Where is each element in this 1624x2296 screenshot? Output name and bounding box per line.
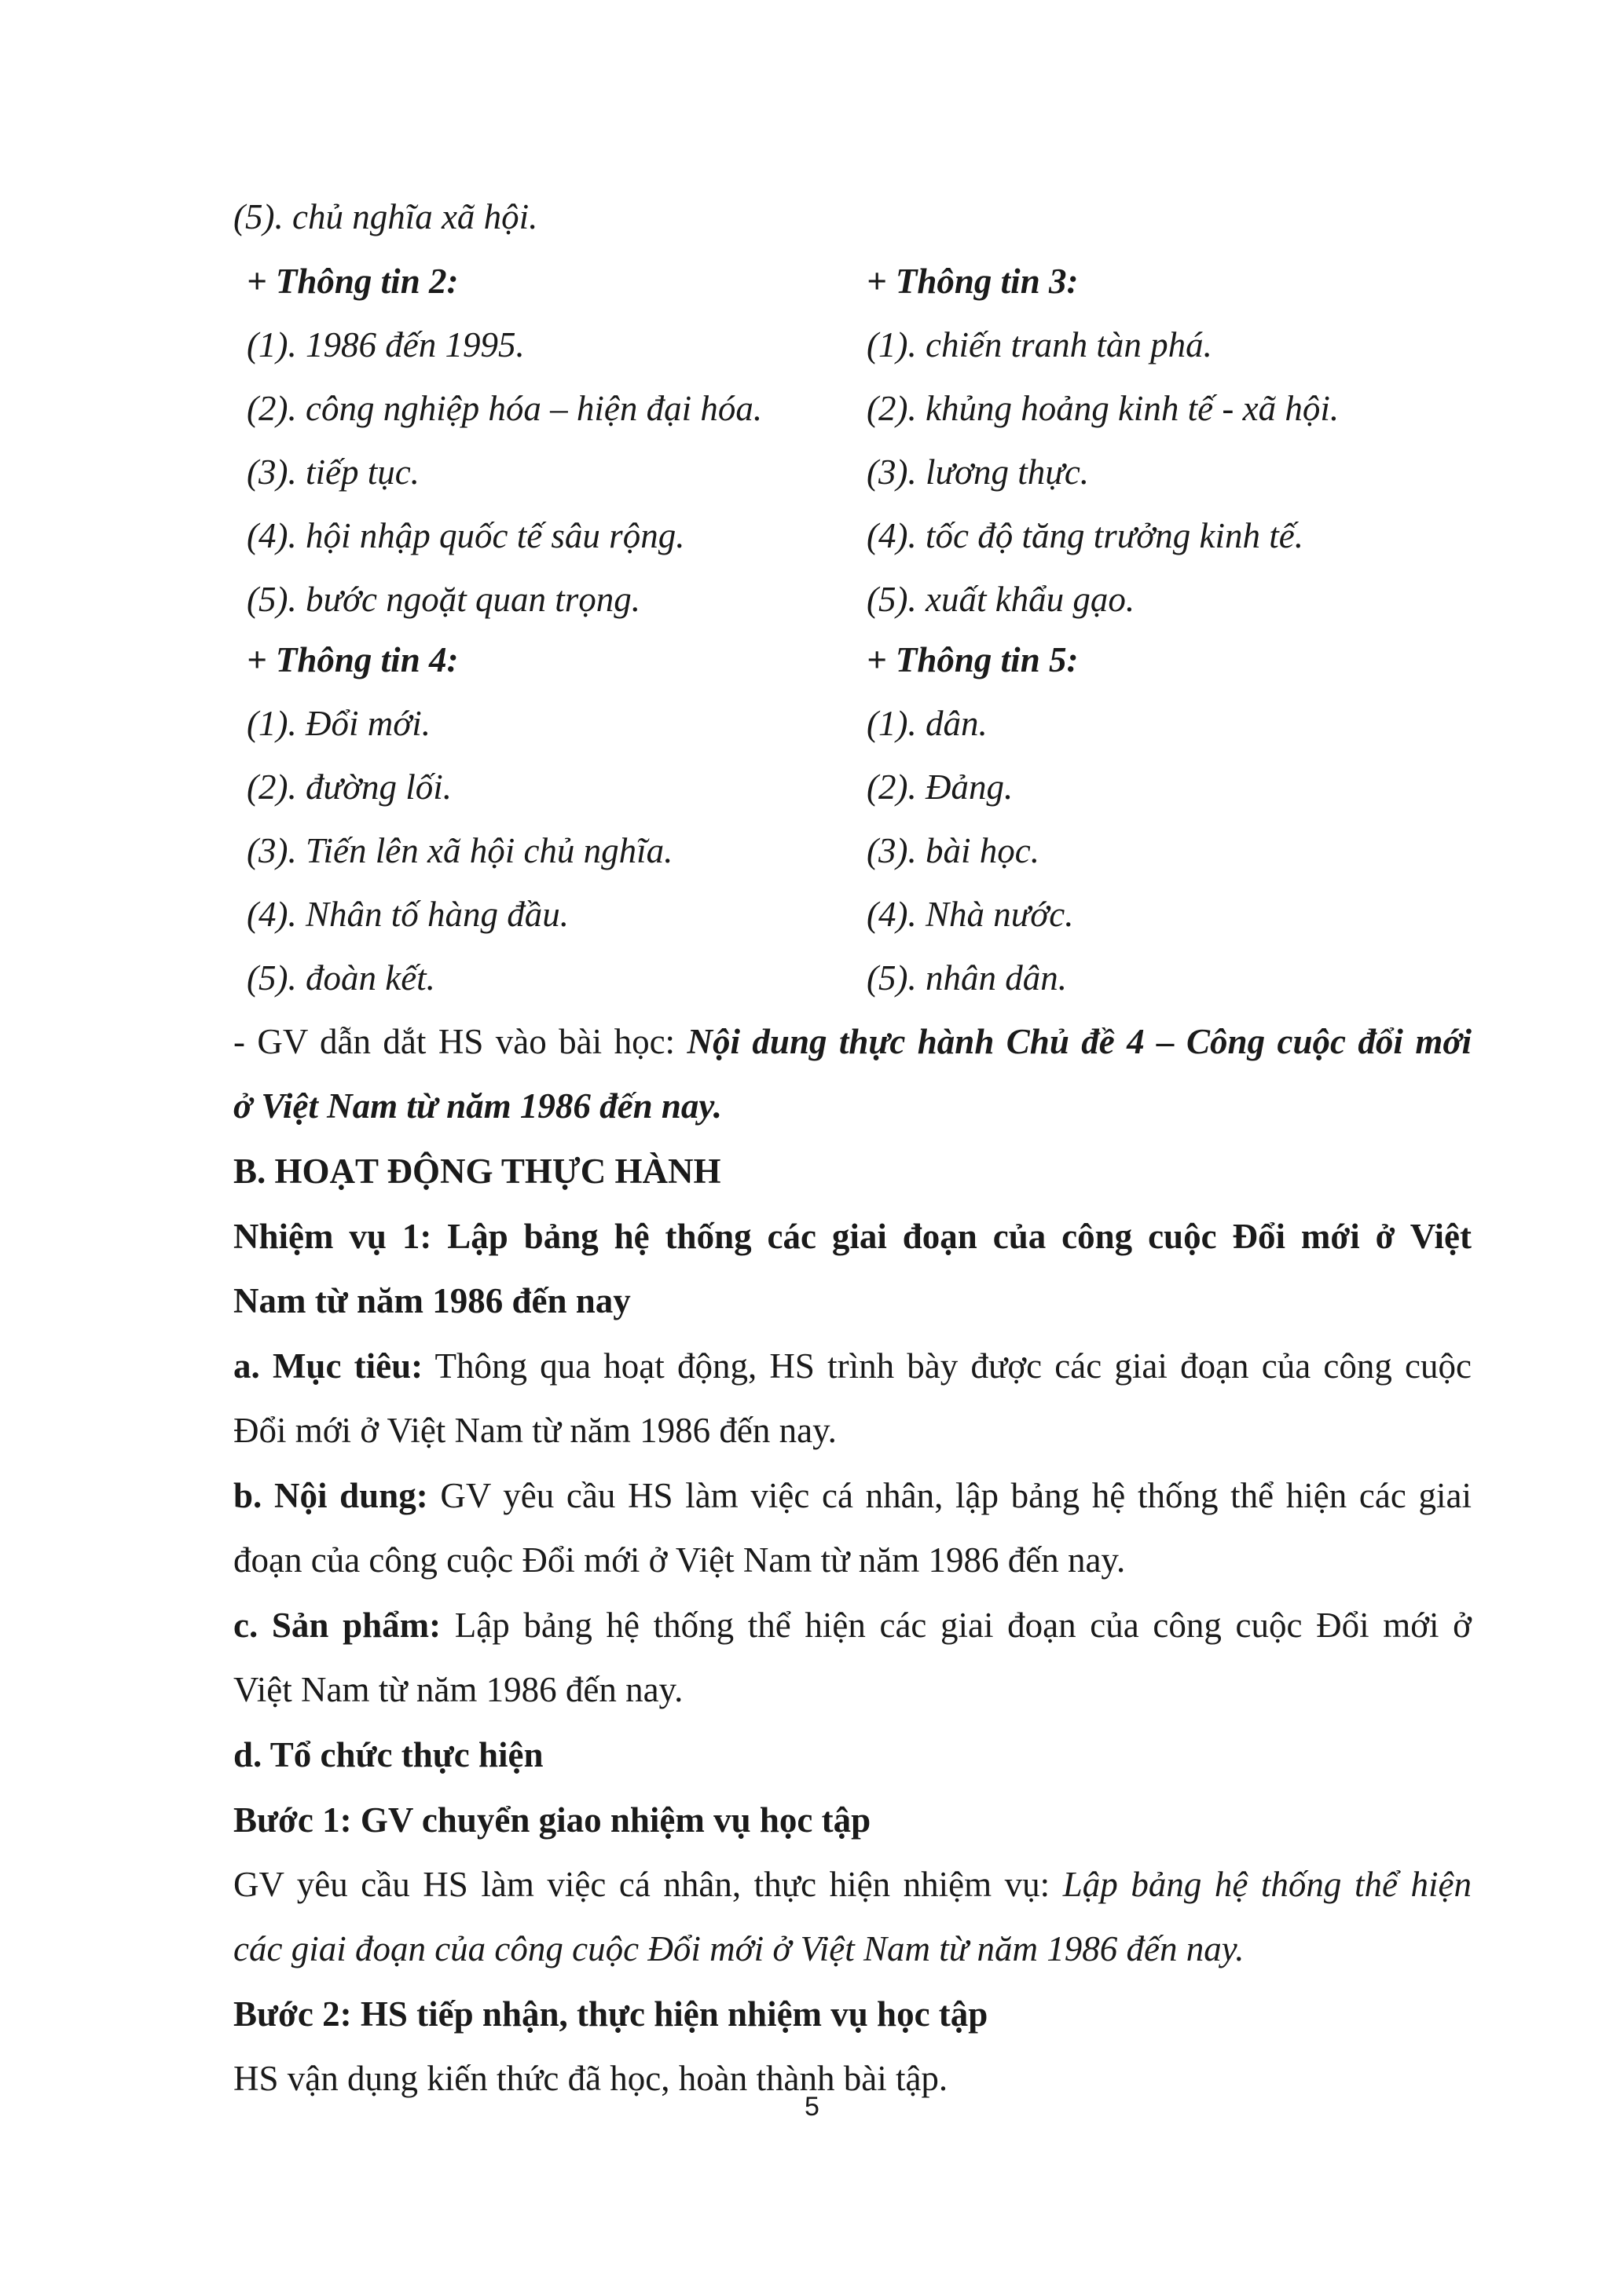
info3-item: (4). tốc độ tăng trưởng kinh tế.	[867, 516, 1303, 555]
info4-item: (2). đường lối.	[247, 767, 453, 807]
info5-heading: + Thông tin 5:	[867, 640, 1079, 679]
content-line2: đoạn của công cuộc Đổi mới ở Việt Nam từ năm 1986 đến nay.	[233, 1540, 1126, 1580]
goal-text: Thông qua hoạt động, HS trình bày được các giai đoạn của công cuộc	[423, 1346, 1472, 1386]
info3-item: (2). khủng hoảng kinh tế - xã hội.	[867, 389, 1340, 428]
organize-heading: d. Tổ chức thực hiện	[233, 1735, 544, 1774]
content-label: b. Nội dung:	[233, 1476, 428, 1515]
product-text: Lập bảng hệ thống thể hiện các giai đoạn của công cuộc Đổi mới ở	[441, 1606, 1472, 1645]
task1-heading-line2: Nam từ năm 1986 đến nay	[233, 1281, 631, 1320]
lead-prefix: - GV dẫn dắt HS vào bài học:	[233, 1022, 687, 1061]
task1-heading-line1: Nhiệm vụ 1: Lập bảng hệ thống các giai đoạn của công cuộc Đổi mới ở Việt	[233, 1217, 1472, 1256]
info4-heading: + Thông tin 4:	[247, 640, 459, 679]
info3-item: (5). xuất khẩu gạo.	[867, 580, 1135, 619]
lead-title-line2: ở Việt Nam từ năm 1986 đến nay.	[233, 1086, 722, 1126]
lead-paragraph-line1	[233, 1024, 1472, 1060]
goal-line2: Đổi mới ở Việt Nam từ năm 1986 đến nay.	[233, 1411, 837, 1450]
info3-heading: + Thông tin 3:	[867, 262, 1079, 301]
content-line1	[233, 1478, 1472, 1514]
info3-item: (1). chiến tranh tàn phá.	[867, 325, 1212, 364]
product-line1	[233, 1608, 1472, 1643]
lead-title: Nội dung thực hành Chủ đề 4 – Công cuộc đổi mới	[687, 1022, 1472, 1061]
step1-prefix: GV yêu cầu HS làm việc cá nhân, thực hiện nhiệm vụ:	[233, 1865, 1063, 1904]
content-text: GV yêu cầu HS làm việc cá nhân, lập bảng hệ thống thể hiện các giai	[427, 1476, 1472, 1515]
info2-item: (3). tiếp tục.	[247, 452, 420, 492]
info5-item: (4). Nhà nước.	[867, 895, 1074, 934]
info5-item: (5). nhân dân.	[867, 958, 1067, 998]
step1-line1	[233, 1867, 1472, 1902]
info5-item: (2). Đảng.	[867, 767, 1014, 807]
info2-heading: + Thông tin 2:	[247, 262, 459, 301]
step2-text: HS vận dụng kiến thức đã học, hoàn thành bài tập.	[233, 2059, 948, 2098]
goal-line1	[233, 1346, 1472, 1386]
goal-label: a. Mục tiêu:	[233, 1346, 423, 1386]
info4-item: (4). Nhân tố hàng đầu.	[247, 895, 569, 934]
info4-item: (3). Tiến lên xã hội chủ nghĩa.	[247, 831, 673, 870]
product-label: c. Sản phẩm:	[233, 1606, 442, 1645]
step1-heading: Bước 1: GV chuyển giao nhiệm vụ học tập	[233, 1800, 871, 1840]
section-heading-b: B. HOẠT ĐỘNG THỰC HÀNH	[233, 1152, 721, 1191]
info3-item: (3). lương thực.	[867, 452, 1090, 492]
info2-item: (1). 1986 đến 1995.	[247, 325, 525, 364]
product-line2: Việt Nam từ năm 1986 đến nay.	[233, 1670, 684, 1709]
intro-line: (5). chủ nghĩa xã hội.	[233, 197, 538, 236]
info2-item: (5). bước ngoặt quan trọng.	[247, 580, 641, 619]
info4-item: (1). Đổi mới.	[247, 704, 431, 743]
info2-item: (4). hội nhập quốc tế sâu rộng.	[247, 516, 685, 555]
step2-heading: Bước 2: HS tiếp nhận, thực hiện nhiệm vụ học tập	[233, 1994, 988, 2034]
info2-item: (2). công nghiệp hóa – hiện đại hóa.	[247, 389, 763, 428]
step1-line2: các giai đoạn của công cuộc Đổi mới ở Việt Nam từ năm 1986 đến nay.	[233, 1929, 1245, 1968]
page-number: 5	[805, 2092, 819, 2122]
info5-item: (1). dân.	[867, 704, 988, 743]
step1-task: Lập bảng hệ thống thể hiện	[1062, 1865, 1472, 1904]
info4-item: (5). đoàn kết.	[247, 958, 435, 998]
info5-item: (3). bài học.	[867, 831, 1039, 870]
